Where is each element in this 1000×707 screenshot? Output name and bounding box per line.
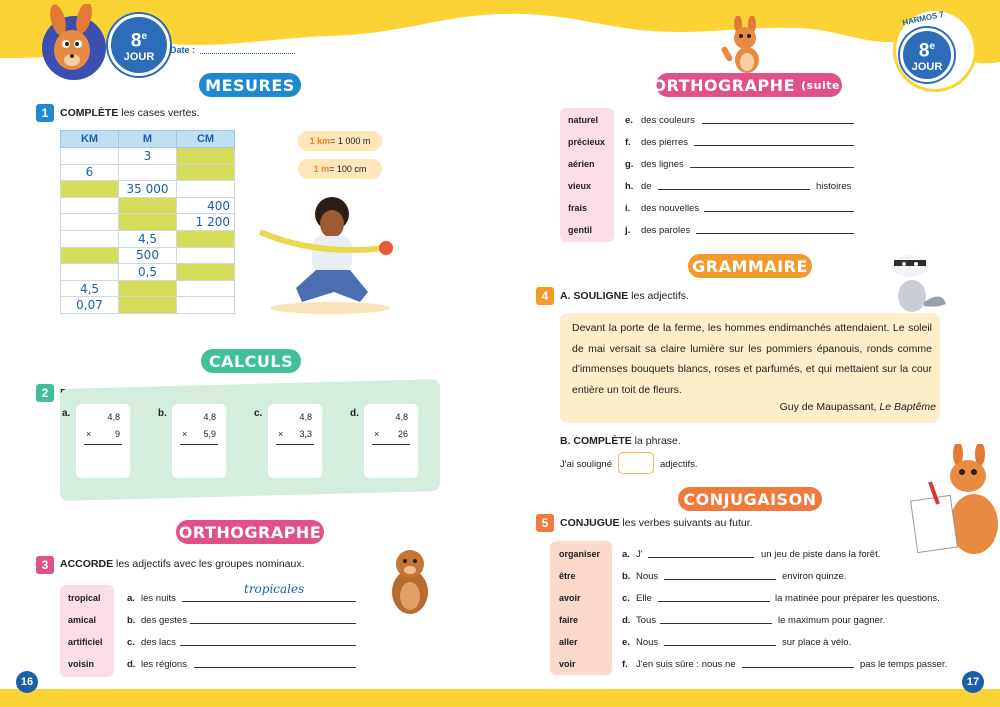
section-title-conjugaison: CONJUGAISON bbox=[678, 487, 822, 511]
row-letter: b. bbox=[127, 615, 136, 626]
sentence-start: J'en suis sûre : nous ne bbox=[636, 659, 736, 670]
answer-line[interactable] bbox=[694, 145, 854, 146]
table-row bbox=[61, 214, 235, 231]
answer-line[interactable] bbox=[658, 189, 810, 190]
table-row bbox=[61, 181, 235, 198]
answer-line[interactable] bbox=[690, 167, 854, 168]
cell bbox=[119, 164, 177, 181]
answer-line[interactable] bbox=[180, 645, 356, 646]
cell bbox=[177, 280, 235, 297]
answer-cell[interactable] bbox=[61, 181, 119, 198]
row-letter: i. bbox=[625, 203, 631, 214]
date-field[interactable] bbox=[200, 53, 295, 54]
answer-line[interactable] bbox=[702, 123, 854, 124]
harmos-label: HARMOS 7 bbox=[901, 9, 945, 28]
beaver-mascot-icon bbox=[380, 546, 440, 618]
cell: 1 200 bbox=[177, 214, 235, 231]
verbs-column bbox=[550, 541, 612, 675]
calc-letter: b. bbox=[158, 408, 167, 419]
cell: 0,07 bbox=[61, 297, 119, 314]
kangaroo-writing-icon bbox=[908, 444, 1000, 556]
times-sign: × bbox=[86, 429, 92, 439]
row-letter: j. bbox=[625, 225, 631, 236]
date-label: Date : bbox=[170, 45, 196, 55]
cell: 3 bbox=[119, 148, 177, 165]
adjective-label: naturel bbox=[568, 115, 599, 125]
table-row bbox=[61, 280, 235, 297]
table-row bbox=[61, 148, 235, 165]
cell: 6 bbox=[61, 164, 119, 181]
row-letter: f. bbox=[625, 137, 631, 148]
cell bbox=[61, 264, 119, 281]
cell: 0,5 bbox=[119, 264, 177, 281]
multiplier: 26 bbox=[397, 429, 408, 439]
exercise-4b-instruction: B. COMPLÈTE la phrase. bbox=[560, 435, 681, 447]
answer-line[interactable] bbox=[194, 667, 356, 668]
page-number-right: 17 bbox=[962, 671, 984, 693]
answer-cell[interactable] bbox=[177, 264, 235, 281]
multiplier: 3,3 bbox=[299, 429, 312, 439]
multiplicand: 4,8 bbox=[203, 412, 216, 422]
sentence-start: Elle bbox=[636, 593, 652, 604]
multiplicand: 4,8 bbox=[299, 412, 312, 422]
row-letter: d. bbox=[127, 659, 136, 670]
result-line bbox=[276, 444, 314, 445]
column-header-m: M bbox=[119, 131, 177, 148]
sentence-start: J' bbox=[636, 549, 643, 560]
cell bbox=[61, 148, 119, 165]
sentence-start: Nous bbox=[636, 637, 659, 648]
section-title-grammaire: GRAMMAIRE bbox=[688, 254, 812, 278]
result-line bbox=[84, 444, 122, 445]
noun-group: des nouvelles bbox=[641, 203, 700, 214]
day-badge-right: 8e JOUR bbox=[900, 28, 954, 82]
sentence-start: Tous bbox=[636, 615, 657, 626]
verb-label: organiser bbox=[559, 549, 601, 559]
answer-line[interactable] bbox=[704, 211, 854, 212]
times-sign: × bbox=[374, 429, 380, 439]
answer-cell[interactable] bbox=[177, 148, 235, 165]
multiplication-box[interactable] bbox=[268, 404, 322, 478]
multiplicand: 4,8 bbox=[107, 412, 120, 422]
cell bbox=[177, 297, 235, 314]
exercise-number-4: 4 bbox=[536, 287, 554, 305]
adjective-label: artificiel bbox=[68, 637, 103, 647]
cell bbox=[61, 214, 119, 231]
example-answer: tropicales bbox=[244, 582, 305, 596]
row-letter: b. bbox=[622, 571, 631, 582]
row-letter: c. bbox=[127, 637, 135, 648]
answer-cell[interactable] bbox=[177, 230, 235, 247]
answer-line[interactable] bbox=[696, 233, 854, 234]
count-answer-box[interactable] bbox=[618, 452, 654, 474]
adjective-label: tropical bbox=[68, 593, 101, 603]
section-title-calculs: CALCULS bbox=[201, 349, 301, 373]
day-badge: 8e JOUR bbox=[108, 14, 170, 76]
footer-band bbox=[0, 689, 1000, 707]
cell: 4,5 bbox=[61, 280, 119, 297]
row-letter: e. bbox=[622, 637, 630, 648]
waving-kangaroo-icon bbox=[718, 16, 776, 74]
sentence-start: J'ai souligné bbox=[560, 459, 612, 470]
section-title-orthographe: ORTHOGRAPHE bbox=[176, 520, 324, 544]
exercise-number-2: 2 bbox=[36, 384, 54, 402]
adjective-label: gentil bbox=[568, 225, 592, 235]
calc-letter: d. bbox=[350, 408, 359, 419]
adjective-label: aérien bbox=[568, 159, 595, 169]
row-letter: h. bbox=[625, 181, 634, 192]
row-letter: e. bbox=[625, 115, 633, 126]
calc-letter: c. bbox=[254, 408, 263, 419]
excerpt-source: Guy de Maupassant, Le Baptême bbox=[779, 401, 936, 413]
exercise-number-3: 3 bbox=[36, 556, 54, 574]
sentence-end: environ quinze. bbox=[782, 571, 847, 582]
table-row bbox=[61, 247, 235, 264]
badger-mascot-icon bbox=[880, 250, 952, 314]
times-sign: × bbox=[278, 429, 284, 439]
sentence-start: Nous bbox=[636, 571, 659, 582]
row-letter: c. bbox=[622, 593, 630, 604]
cell bbox=[61, 230, 119, 247]
exercise-5-instruction: CONJUGUE les verbes suivants au futur. bbox=[560, 517, 753, 529]
verb-label: aller bbox=[559, 637, 578, 647]
sentence-end: sur place à vélo. bbox=[782, 637, 852, 648]
answer-cell[interactable] bbox=[61, 247, 119, 264]
adjective-label: amical bbox=[68, 615, 97, 625]
cell bbox=[61, 197, 119, 214]
conversion-hint-km: 1 km = 1 000 m bbox=[298, 131, 382, 151]
table-row bbox=[61, 230, 235, 247]
calc-letter: a. bbox=[62, 408, 71, 419]
answer-cell[interactable] bbox=[119, 297, 177, 314]
adjective-label: frais bbox=[568, 203, 588, 213]
noun-group: des lacs bbox=[141, 637, 176, 648]
answer-cell[interactable] bbox=[177, 164, 235, 181]
cell: 500 bbox=[119, 247, 177, 264]
row-letter: a. bbox=[127, 593, 135, 604]
measures-table bbox=[60, 130, 235, 314]
section-title-orthographe-suite: ORTHOGRAPHE (suite) bbox=[656, 73, 842, 97]
exercise-4a-instruction: A. SOULIGNE les adjectifs. bbox=[560, 290, 689, 302]
cell bbox=[177, 181, 235, 198]
exercise-3-instruction: ACCORDE les adjectifs avec les groupes nominaux. bbox=[60, 558, 305, 570]
multiplier: 5,9 bbox=[203, 429, 216, 439]
adjective-label: vieux bbox=[568, 181, 592, 191]
sentence-end: le maximum pour gagner. bbox=[778, 615, 886, 626]
exercise-1-instruction: COMPLÈTE les cases vertes. bbox=[60, 107, 200, 119]
table-row bbox=[61, 297, 235, 314]
noun-group: les régions bbox=[141, 659, 187, 670]
answer-line[interactable] bbox=[660, 623, 772, 624]
sentence-end: la matinée pour préparer les questions. bbox=[775, 593, 940, 604]
cell: 4,5 bbox=[119, 230, 177, 247]
cell: 400 bbox=[177, 197, 235, 214]
result-line bbox=[372, 444, 410, 445]
exercise-number-5: 5 bbox=[536, 514, 554, 532]
answer-line[interactable] bbox=[648, 557, 754, 558]
table-row bbox=[61, 264, 235, 281]
multiplication-box[interactable] bbox=[172, 404, 226, 478]
row-letter: f. bbox=[622, 659, 628, 670]
answer-line[interactable] bbox=[182, 601, 356, 602]
table-row bbox=[61, 197, 235, 214]
answer-line[interactable] bbox=[190, 623, 356, 624]
answer-line[interactable] bbox=[742, 667, 854, 668]
verb-label: faire bbox=[559, 615, 579, 625]
noun-group: des lignes bbox=[641, 159, 684, 170]
verb-label: être bbox=[559, 571, 576, 581]
multiplication-box[interactable] bbox=[364, 404, 418, 478]
row-letter: a. bbox=[622, 549, 630, 560]
verb-label: voir bbox=[559, 659, 576, 669]
multiplicand: 4,8 bbox=[395, 412, 408, 422]
answer-cell[interactable] bbox=[119, 214, 177, 231]
verb-label: avoir bbox=[559, 593, 581, 603]
section-title-mesures: MESURES bbox=[199, 73, 301, 97]
sentence-end: adjectifs. bbox=[660, 459, 698, 470]
noun-group: les nuits bbox=[141, 593, 176, 604]
row-letter: d. bbox=[622, 615, 631, 626]
times-sign: × bbox=[182, 429, 188, 439]
adjective-label: précieux bbox=[568, 137, 606, 147]
answer-line[interactable] bbox=[664, 579, 776, 580]
text-excerpt[interactable]: Devant la porte de la ferme, les hommes endimanchés attendaient. Le soleil de mai versait sa claire lumière sur les pommiers épanouis, ronds comme d'immenses bouquets blancs, roses et parfumés, et qui mettaient sur la cour entière un toit de fleurs. bbox=[572, 322, 932, 396]
noun-group: des couleurs bbox=[641, 115, 695, 126]
table-row bbox=[61, 164, 235, 181]
noun-group: des pierres bbox=[641, 137, 688, 148]
kangaroo-mascot-icon bbox=[40, 4, 108, 84]
cell bbox=[177, 247, 235, 264]
noun-group: de bbox=[641, 181, 652, 192]
answer-line[interactable] bbox=[658, 601, 770, 602]
column-header-km: KM bbox=[61, 131, 119, 148]
multiplier: 9 bbox=[114, 429, 120, 439]
conversion-hint-m: 1 m = 100 cm bbox=[298, 159, 382, 179]
result-line bbox=[180, 444, 218, 445]
answer-line[interactable] bbox=[664, 645, 776, 646]
sentence-end: un jeu de piste dans la forêt. bbox=[761, 549, 881, 560]
column-header-cm: CM bbox=[177, 131, 235, 148]
sentence-end: pas le temps passer. bbox=[860, 659, 948, 670]
noun-group-end: histoires bbox=[816, 181, 852, 192]
multiplication-box[interactable] bbox=[76, 404, 130, 478]
adjective-label: voisin bbox=[68, 659, 95, 669]
answer-cell[interactable] bbox=[119, 197, 177, 214]
answer-cell[interactable] bbox=[119, 280, 177, 297]
boy-measuring-illustration-icon bbox=[256, 192, 398, 316]
adjectives-column bbox=[560, 108, 614, 242]
exercise-number-1: 1 bbox=[36, 104, 54, 122]
cell: 35 000 bbox=[119, 181, 177, 198]
page-number-left: 16 bbox=[16, 671, 38, 693]
noun-group: des gestes bbox=[141, 615, 187, 626]
noun-group: des paroles bbox=[641, 225, 691, 236]
row-letter: g. bbox=[625, 159, 634, 170]
